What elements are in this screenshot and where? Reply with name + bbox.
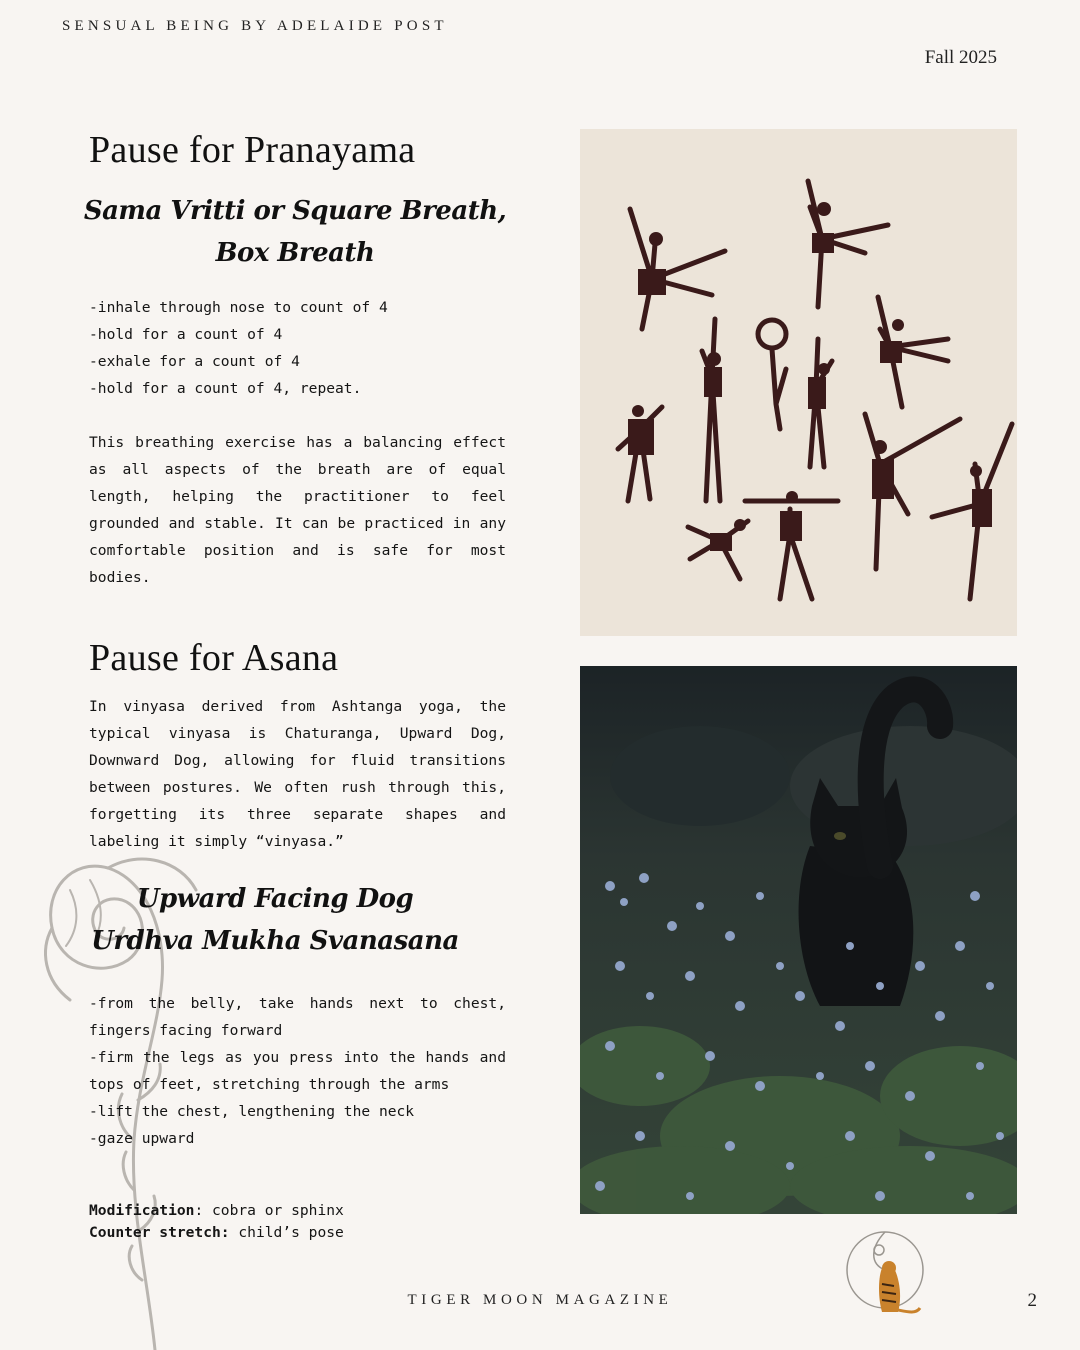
pranayama-subtitle — [60, 190, 530, 274]
pranayama-paragraph: This breathing exercise has a balancing effect as all aspects of the breath are of equal length, helping the practitioner to feel grounded and stable. It can be practiced in any comfortable position and is safe for most bodies. — [89, 434, 506, 586]
pranayama-title: Pause for Pranayama — [89, 129, 416, 171]
issue-date: Fall 2025 — [924, 47, 997, 68]
pranayama-subtitle-line: Sama Vritti or Square Breath, — [83, 196, 507, 226]
modification-note — [89, 1200, 506, 1222]
pose-name-english: Upward Facing Dog — [136, 884, 414, 914]
pose-name-sanskrit: Urdhva Mukha Svanasana — [91, 926, 459, 956]
counter-stretch-value: child’s pose — [229, 1224, 344, 1241]
asana-steps — [89, 990, 506, 1152]
modification-label: Modification — [89, 1202, 195, 1219]
page-number: 2 — [1027, 1290, 1037, 1311]
pranayama-step: -hold for a count of 4 — [89, 326, 283, 343]
asana-step: -lift the chest, lengthening the neck — [89, 1103, 415, 1120]
tiger-moon-logo — [842, 1228, 932, 1320]
cat-photo — [580, 666, 1017, 1214]
asana-title: Pause for Asana — [89, 637, 339, 679]
asana-notes — [89, 1200, 506, 1244]
pranayama-steps — [89, 294, 506, 402]
asana-step: -from the belly, take hands next to chest, fingers facing forward — [89, 995, 506, 1039]
asana-step: -gaze upward — [89, 1130, 195, 1147]
pose-name — [50, 878, 500, 962]
counter-stretch-label: Counter stretch: — [89, 1224, 230, 1241]
asana-paragraph: In vinyasa derived from Ashtanga yoga, the typical vinyasa is Chaturanga, Upward Dog, Downward Dog, allowing for fluid transitions between postures. We often rush through this, forgetting its three separate shapes and labeling it simply “vinyasa.” — [89, 698, 506, 850]
footer-magazine: TIGER MOON MAGAZINE — [407, 1292, 673, 1308]
pranayama-step: -exhale for a count of 4 — [89, 353, 300, 370]
pranayama-step: -inhale through nose to count of 4 — [89, 299, 388, 316]
pranayama-step: -hold for a count of 4, repeat. — [89, 380, 362, 397]
dancers-illustration — [580, 129, 1017, 636]
modification-value: : cobra or sphinx — [194, 1202, 344, 1219]
counter-stretch-note — [89, 1222, 506, 1244]
pranayama-subtitle-line: Box Breath — [215, 238, 375, 268]
asana-step: -firm the legs as you press into the hands and tops of feet, stretching through the arms — [89, 1049, 506, 1093]
header-brand: SENSUAL BEING BY ADELAIDE POST — [62, 18, 448, 34]
